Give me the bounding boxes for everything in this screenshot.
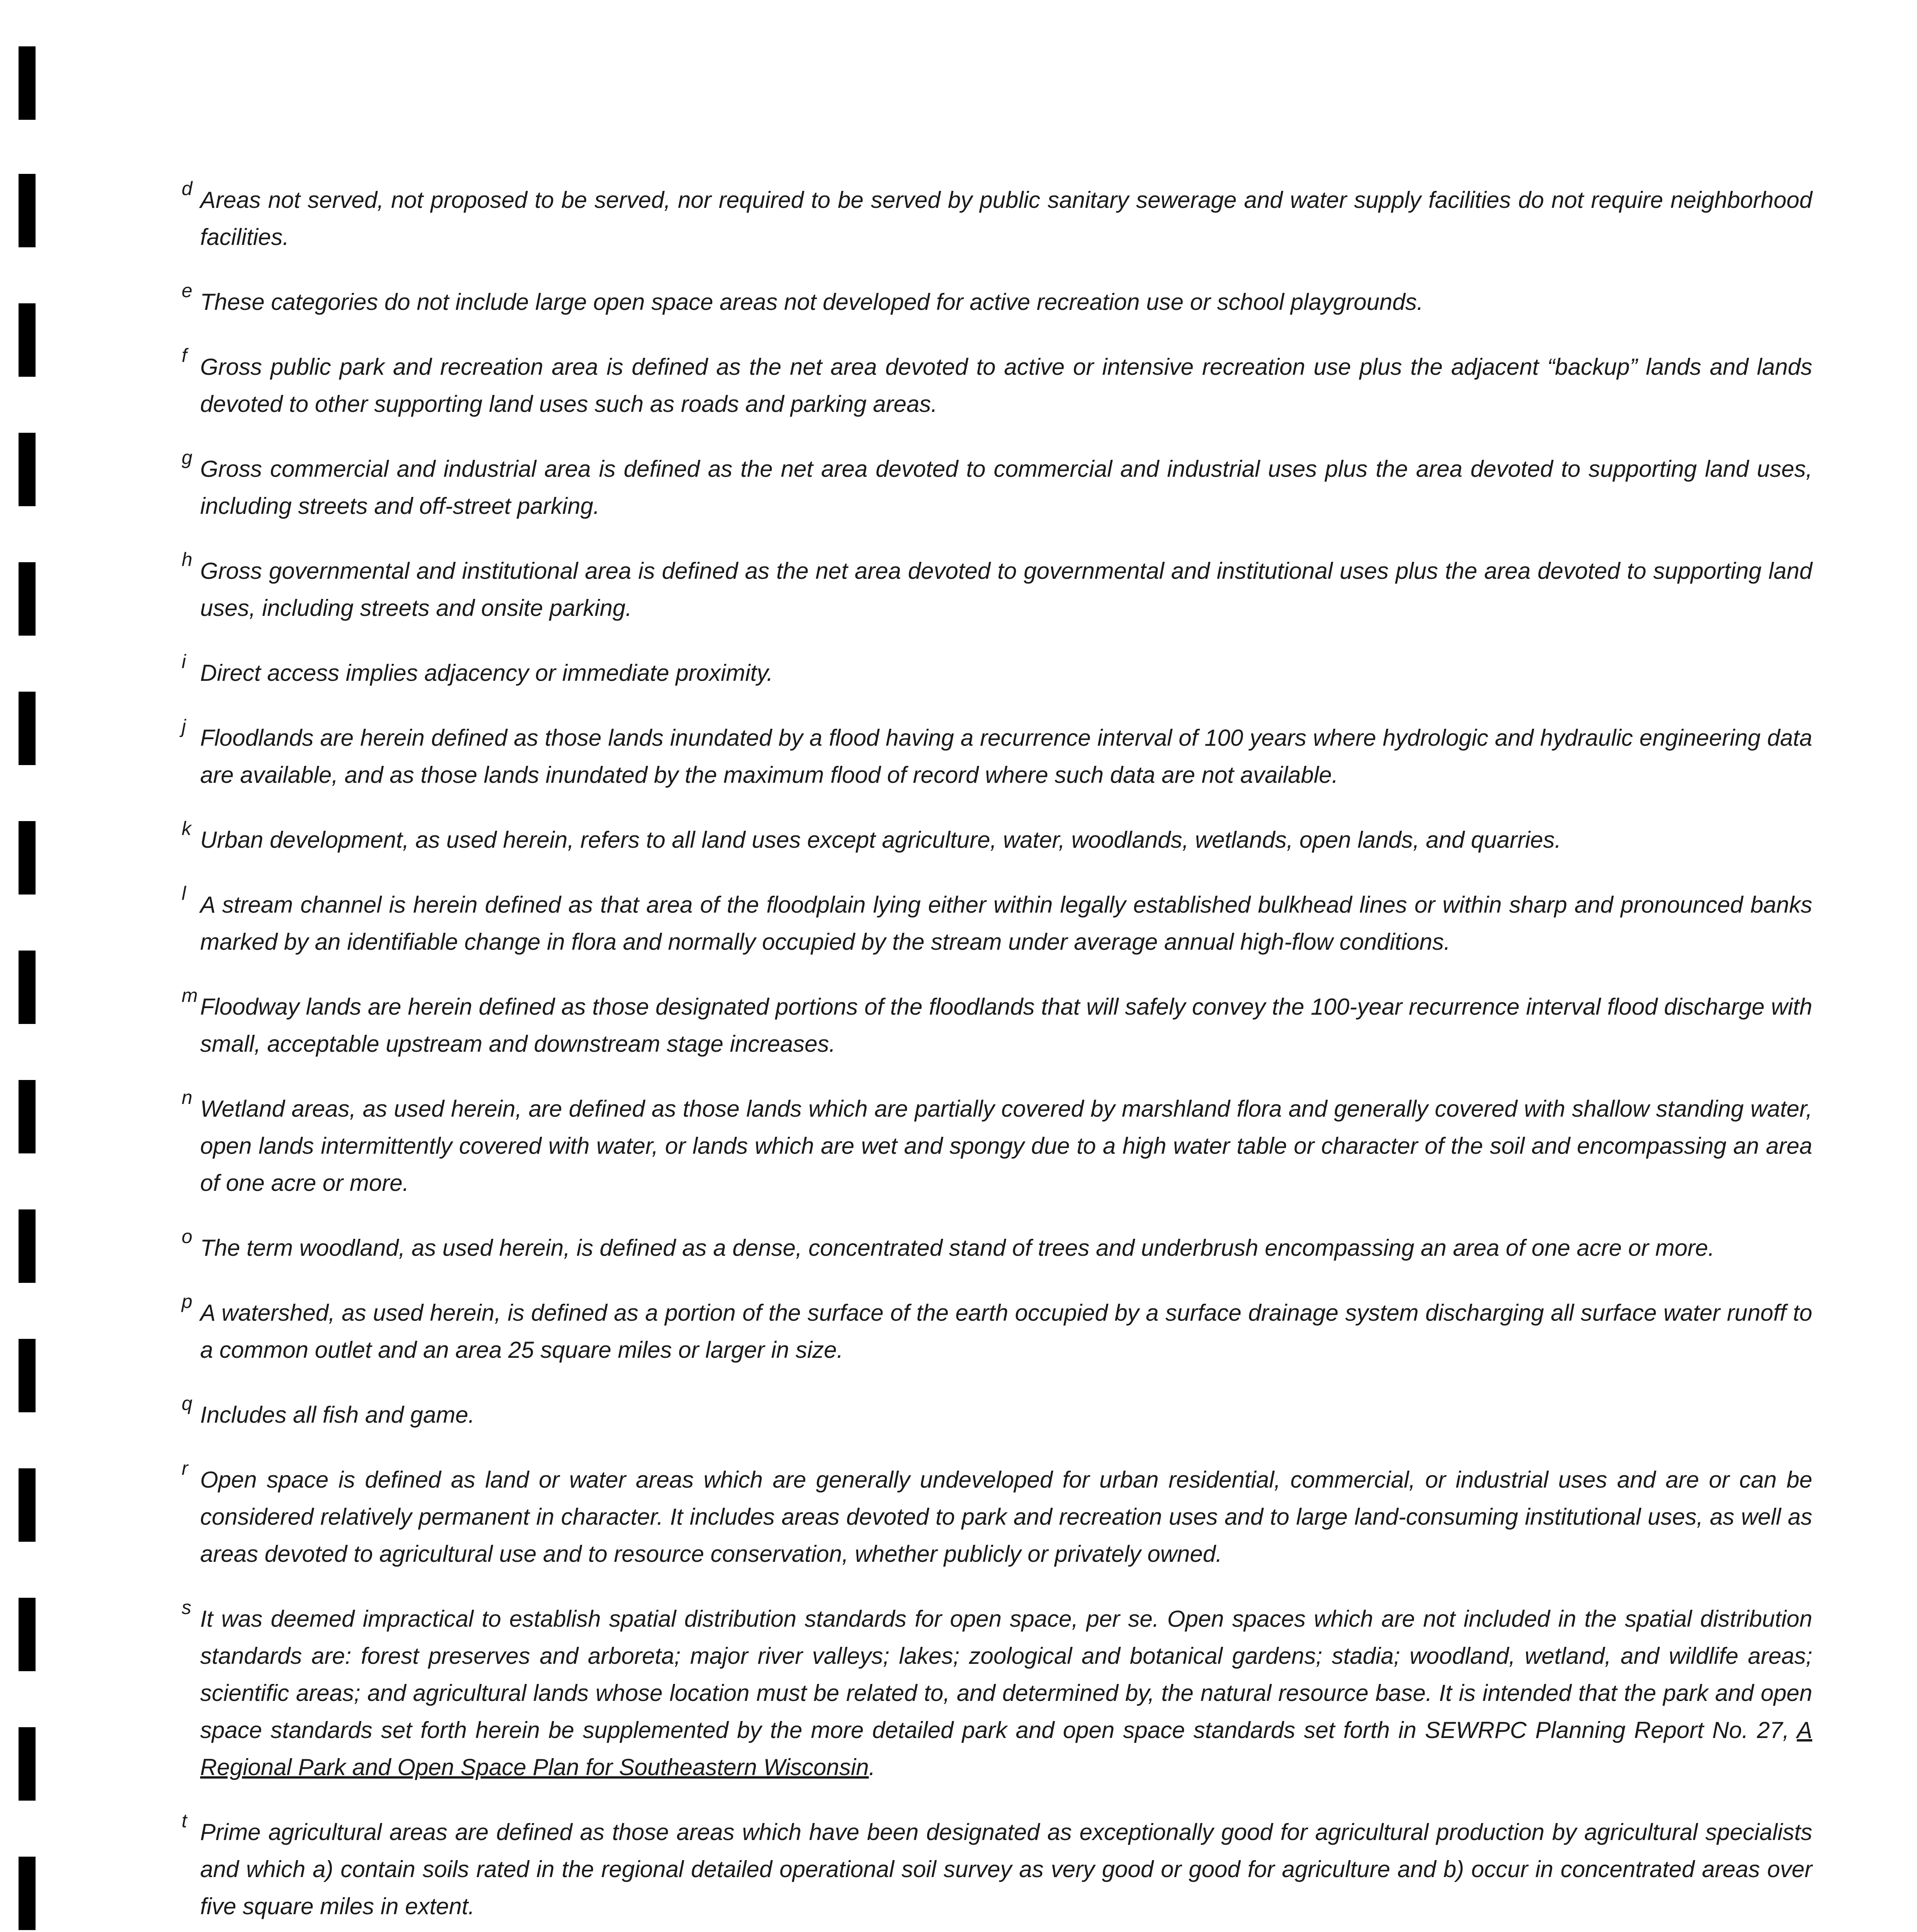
footnote-text: Wetland areas, as used herein, are defined as those lands which are partially covered by marshland flora and generally covered with shallow standing water, open lands intermittently covered with water, or lands which are wet and spongy due to a high water table or character of the soil and encompassing an area of one acre or more.	[200, 1096, 1812, 1196]
footnote-text: These categories do not include large open space areas not developed for active recreation use or school playgrounds.	[200, 289, 1424, 315]
footnote-marker: g	[182, 447, 192, 468]
footnote-m	[182, 985, 1812, 1063]
footnote-marker: p	[182, 1291, 192, 1312]
footnote-k	[182, 818, 1812, 859]
binding-mark	[19, 1209, 36, 1283]
footnote-marker: i	[182, 651, 186, 672]
footnote-text: Open space is defined as land or water areas which are generally undeveloped for urban residential, commercial, or industrial uses and are or can be considered relatively permanent in character. It includes areas devoted to park and recreation uses and to large land-consuming institutional uses, as well as areas devoted to agricultural use and to resource conservation, whether publicly or privately owned.	[200, 1467, 1812, 1567]
binding-mark	[19, 1598, 36, 1671]
binding-marks	[15, 0, 39, 1932]
binding-mark	[19, 562, 36, 636]
footnote-marker: f	[182, 345, 187, 366]
footnote-text: Floodway lands are herein defined as those designated portions of the floodlands that will safely convey the 100-year recurrence interval flood discharge with small, acceptable upstream and downstream stage increases.	[200, 994, 1812, 1057]
footnote-n	[182, 1087, 1812, 1202]
report-title: A Regional Park and Open Space Plan for Southeastern Wisconsin	[200, 1717, 1812, 1780]
binding-mark	[19, 1080, 36, 1153]
footnote-marker: s	[182, 1597, 191, 1618]
footnote-text: Urban development, as used herein, refers to all land uses except agriculture, water, woodlands, wetlands, open lands, and quarries.	[200, 827, 1561, 853]
footnote-o	[182, 1226, 1812, 1267]
binding-mark	[19, 1727, 36, 1801]
footnote-p	[182, 1291, 1812, 1369]
footnote-marker: h	[182, 549, 192, 570]
footnote-t	[182, 1810, 1812, 1925]
binding-mark	[19, 303, 36, 377]
footnote-g	[182, 447, 1812, 525]
binding-mark	[19, 174, 36, 247]
footnote-marker: l	[182, 883, 186, 904]
footnote-i	[182, 651, 1812, 692]
footnote-marker: q	[182, 1393, 192, 1414]
footnote-marker: j	[182, 716, 186, 737]
footnote-marker: m	[182, 985, 198, 1006]
binding-mark	[19, 821, 36, 895]
footnote-marker: t	[182, 1810, 187, 1832]
footnote-e	[182, 280, 1812, 321]
footnote-text: Floodlands are herein defined as those lands inundated by a flood having a recurrence interval of 100 years where hydrologic and hydraulic engineering data are available, and as those lands inundated by the maximum flood of record where such data are not available.	[200, 725, 1812, 788]
footnote-marker: k	[182, 818, 191, 839]
footnote-j	[182, 716, 1812, 794]
footnote-text: A watershed, as used herein, is defined as a portion of the surface of the earth occupied by a surface drainage system discharging all surface water runoff to a common outlet and an area 25 square miles or larger in size.	[200, 1300, 1812, 1363]
footnote-text-end: .	[869, 1754, 876, 1780]
binding-mark	[19, 1468, 36, 1542]
footnote-marker: o	[182, 1226, 192, 1247]
footnote-text: Gross commercial and industrial area is defined as the net area devoted to commercial and industrial uses plus the area devoted to supporting land uses, including streets and off-street parking.	[200, 456, 1812, 519]
footnote-text: A stream channel is herein defined as that area of the floodplain lying either within legally established bulkhead lines or within sharp and pronounced banks marked by an identifiable change in flora and normally occupied by the stream under average annual high-flow conditions.	[200, 892, 1812, 955]
binding-mark	[19, 1339, 36, 1412]
footnote-s	[182, 1597, 1812, 1786]
footnote-marker: d	[182, 178, 192, 199]
binding-mark	[19, 692, 36, 765]
footnote-marker: r	[182, 1458, 188, 1479]
footnote-text: Prime agricultural areas are defined as those areas which have been designated as exceptionally good for agricultural production by agricultural specialists and which a) contain soils rated in the regional detailed operational soil survey as very good or good for agriculture and b) occur in concentrated areas over five square miles in extent.	[200, 1819, 1812, 1919]
footnote-text: Gross governmental and institutional area is defined as the net area devoted to governmental and institutional uses plus the area devoted to supporting land uses, including streets and onsite parking.	[200, 558, 1812, 621]
footnote-f	[182, 345, 1812, 423]
footnote-marker: e	[182, 280, 192, 301]
binding-mark	[19, 951, 36, 1024]
binding-mark	[19, 46, 36, 120]
footnote-q	[182, 1393, 1812, 1434]
footnote-text: The term woodland, as used herein, is defined as a dense, concentrated stand of trees and underbrush encompassing an area of one acre or more.	[200, 1235, 1715, 1261]
binding-mark	[19, 1857, 36, 1930]
footnote-marker: n	[182, 1087, 192, 1108]
footnote-text: Gross public park and recreation area is defined as the net area devoted to active or intensive recreation use plus the adjacent “backup” lands and lands devoted to other supporting land uses such as roads and parking areas.	[200, 354, 1812, 417]
footnote-d	[182, 178, 1812, 256]
footnote-r	[182, 1458, 1812, 1573]
footnote-text: It was deemed impractical to establish spatial distribution standards for open space, per se. Open spaces which are not included in the spatial distribution standards are: forest preserves and arboreta; major river valleys; lakes; zoological and botanical gardens; stadia; woodland, wetland, and wildlife areas; scientific areas; and agricultural lands whose location must be related to, and determined by, the natural resource base. It is intended that the park and open space standards set forth herein be supplemented by the more detailed park and open space standards set forth in SEWRPC Planning Report No. 27,	[200, 1606, 1812, 1743]
binding-mark	[19, 433, 36, 506]
footnote-text: Includes all fish and game.	[200, 1402, 475, 1428]
footnotes-list	[182, 178, 1812, 1932]
footnote-l	[182, 883, 1812, 961]
footnote-text: Areas not served, not proposed to be served, nor required to be served by public sanitary sewerage and water supply facilities do not require neighborhood facilities.	[200, 187, 1812, 250]
footnote-h	[182, 549, 1812, 627]
footnote-text: Direct access implies adjacency or immediate proximity.	[200, 660, 773, 686]
